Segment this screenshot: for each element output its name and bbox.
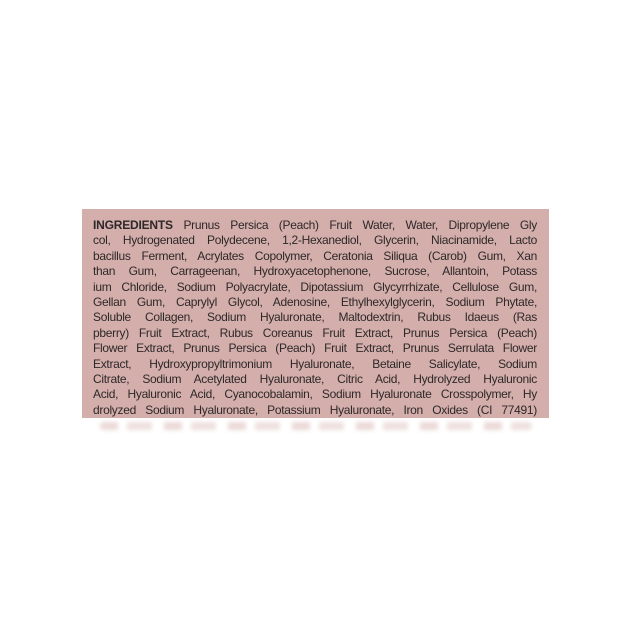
ingredients-label: [82, 209, 549, 418]
ingredients-line: drolyzed Sodium Hyaluronate, Potassium Hyaluronate, Iron Oxides (CI 77491): [93, 402, 537, 417]
ingredients-line: bacillus Ferment, Acrylates Copolymer, Ceratonia Siliqua (Carob) Gum, Xan: [93, 248, 537, 263]
ingredients-line: Soluble Collagen, Sodium Hyaluronate, Maltodextrin, Rubus Idaeus (Ras: [93, 310, 537, 325]
ghost-text-artifact: [100, 422, 532, 430]
ingredients-line: ium Chloride, Sodium Polyacrylate, Dipotassium Glycyrrhizate, Cellulose Gum,: [93, 279, 537, 294]
ingredients-line: Citrate, Sodium Acetylated Hyaluronate, Citric Acid, Hydrolyzed Hyaluronic: [93, 372, 537, 387]
ingredients-heading: INGREDIENTS: [93, 218, 173, 232]
ingredients-line: pberry) Fruit Extract, Rubus Coreanus Fruit Extract, Prunus Persica (Peach): [93, 325, 537, 340]
ingredients-line-text: Prunus Persica (Peach) Fruit Water, Water, Dipropylene Gly: [183, 218, 537, 232]
ingredients-line: Flower Extract, Prunus Persica (Peach) Fruit Extract, Prunus Serrulata Flower: [93, 341, 537, 356]
ingredients-line: Acid, Hyaluronic Acid, Cyanocobalamin, Sodium Hyaluronate Crosspolymer, Hy: [93, 387, 537, 402]
ingredients-line: col, Hydrogenated Polydecene, 1,2-Hexanediol, Glycerin, Niacinamide, Lacto: [93, 233, 537, 248]
ingredients-line: Gellan Gum, Caprylyl Glycol, Adenosine, Ethylhexylglycerin, Sodium Phytate,: [93, 295, 537, 310]
ingredients-line: Extract, Hydroxypropyltrimonium Hyaluronate, Betaine Salicylate, Sodium: [93, 356, 537, 371]
ingredients-line: than Gum, Carrageenan, Hydroxyacetophenone, Sucrose, Allantoin, Potass: [93, 264, 537, 279]
ingredients-line: [93, 218, 537, 233]
